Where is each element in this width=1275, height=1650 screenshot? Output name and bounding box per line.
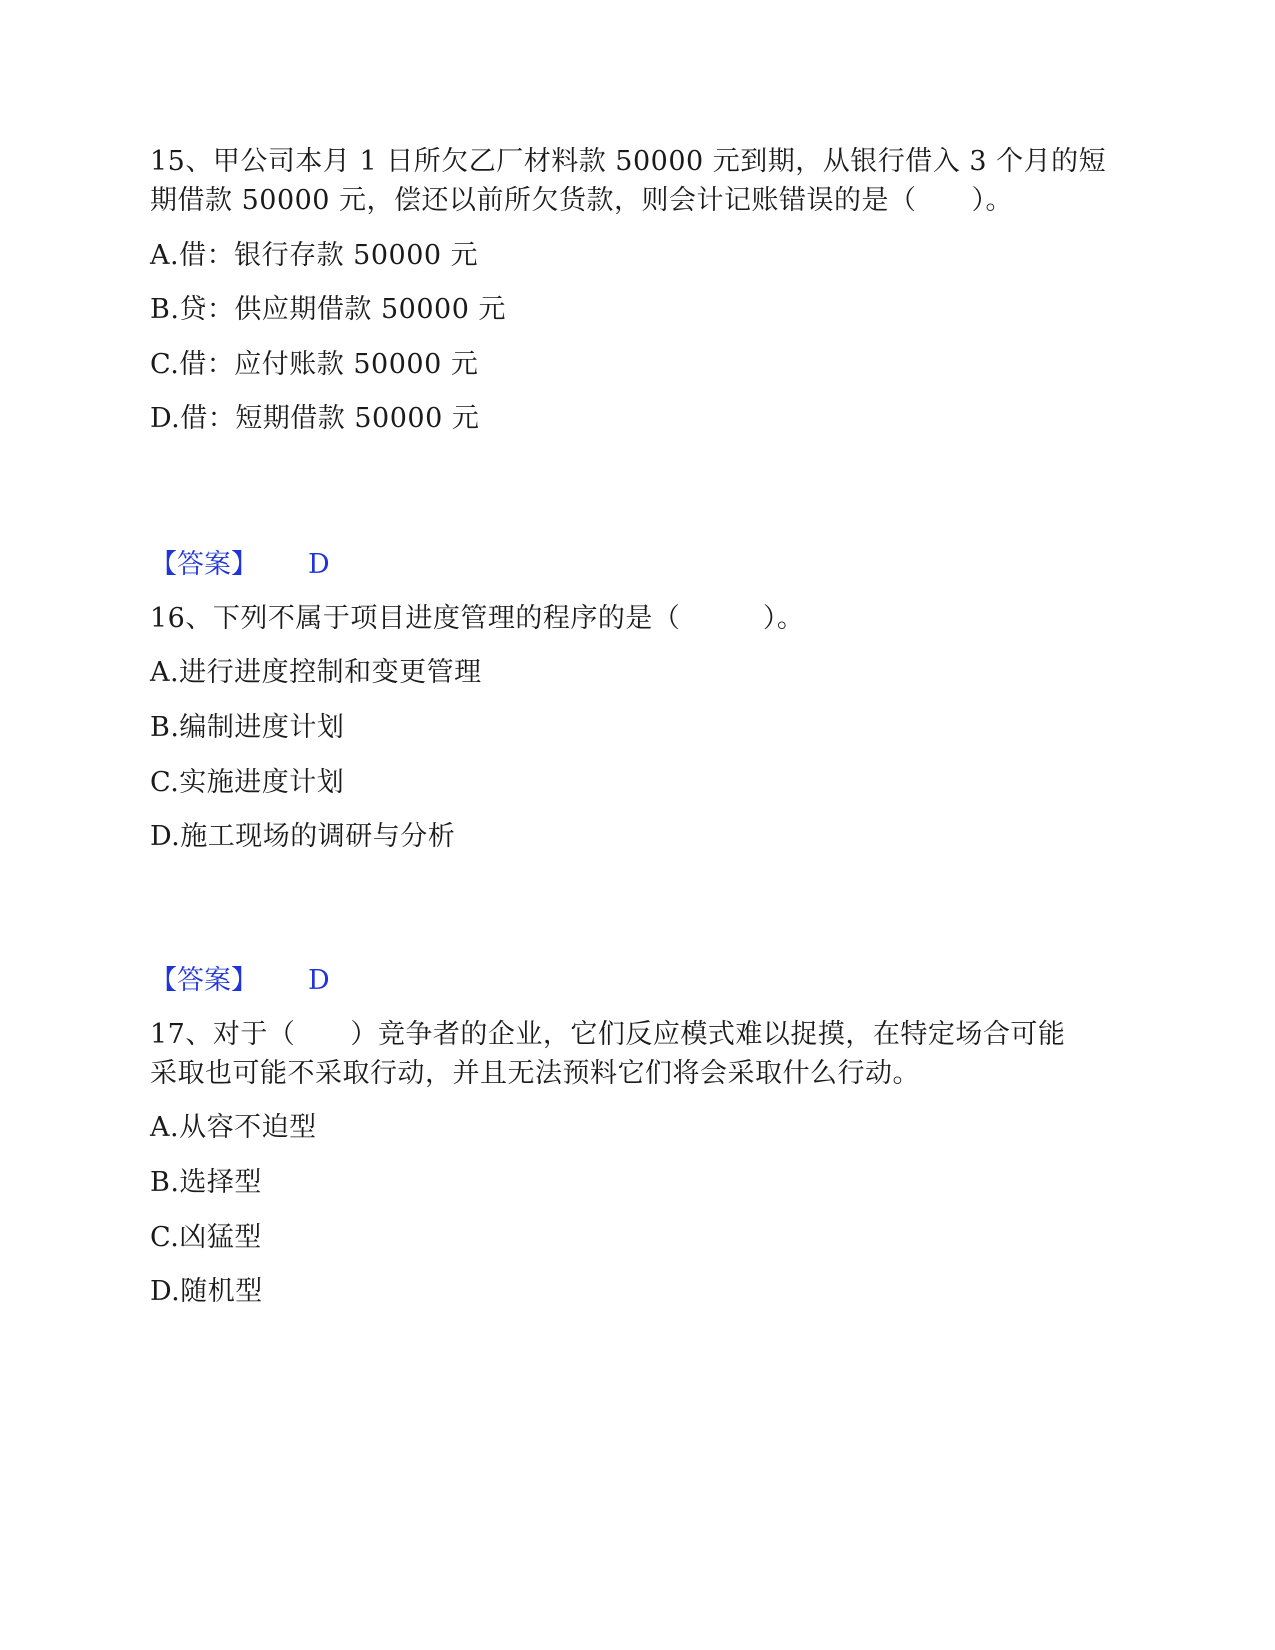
question-15-option-b: B.贷：供应期借款 50000 元 xyxy=(150,294,506,325)
question-15-stem-line2: 期借款 50000 元，偿还以前所欠货款，则会计记账错误的是（ ）。 xyxy=(150,185,1014,216)
question-17-option-a: A.从容不迫型 xyxy=(150,1112,317,1143)
question-16-option-a: A.进行进度控制和变更管理 xyxy=(150,657,482,688)
answer-label: 【答案】 xyxy=(150,965,258,996)
question-15-option-a: A.借：银行存款 50000 元 xyxy=(150,240,479,271)
answer-value: D xyxy=(308,965,330,996)
question-15-answer xyxy=(150,545,330,585)
question-16-stem-line1: 16、下列不属于项目进度管理的程序的是（ ）。 xyxy=(150,603,805,634)
question-17-option-c: C.凶猛型 xyxy=(150,1222,262,1253)
question-15-option-c: C.借：应付账款 50000 元 xyxy=(150,349,479,380)
question-15-stem-line1: 15、甲公司本月 1 日所欠乙厂材料款 50000 元到期，从银行借入 3 个月的短 xyxy=(150,146,1107,177)
answer-label: 【答案】 xyxy=(150,549,258,580)
question-17-option-d: D.随机型 xyxy=(150,1276,263,1307)
question-17-stem-line2: 采取也可能不采取行动，并且无法预料它们将会采取什么行动。 xyxy=(150,1058,920,1089)
question-16-option-c: C.实施进度计划 xyxy=(150,767,345,798)
answer-value: D xyxy=(308,549,330,580)
question-16-answer xyxy=(150,961,330,1001)
question-15-option-d: D.借：短期借款 50000 元 xyxy=(150,403,480,434)
question-16-option-d: D.施工现场的调研与分析 xyxy=(150,821,456,852)
question-17-stem-line1: 17、对于（ ）竞争者的企业，它们反应模式难以捉摸，在特定场合可能 xyxy=(150,1019,1066,1050)
question-16-option-b: B.编制进度计划 xyxy=(150,712,345,743)
question-17-option-b: B.选择型 xyxy=(150,1167,262,1198)
